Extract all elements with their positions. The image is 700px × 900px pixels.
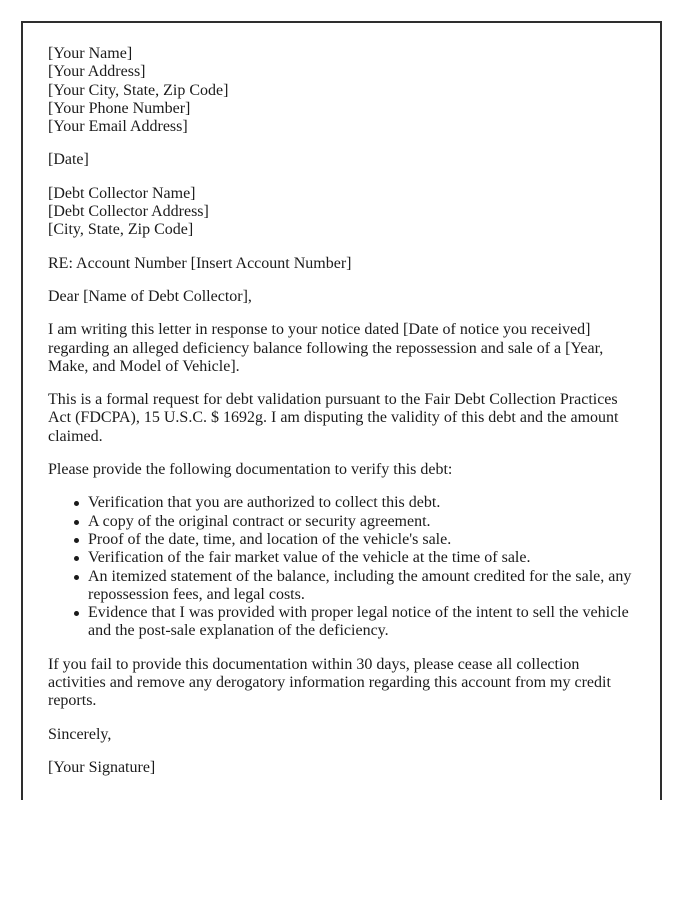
paragraph-line: claimed. bbox=[48, 427, 103, 445]
date-block bbox=[48, 151, 652, 169]
signature-line: [Your Signature] bbox=[48, 758, 156, 776]
list-item-line: Evidence that I was provided with proper legal notice of the intent to sell the vehicle bbox=[88, 604, 629, 622]
bullet-icon bbox=[74, 520, 79, 525]
list-item bbox=[88, 513, 652, 531]
subject-line: RE: Account Number [Insert Account Number] bbox=[48, 254, 352, 272]
list-item-line: Proof of the date, time, and location of the vehicle's sale. bbox=[88, 530, 452, 548]
bullet-icon bbox=[74, 538, 79, 543]
letter-page bbox=[21, 21, 662, 800]
letter-content bbox=[23, 23, 660, 777]
list-item bbox=[88, 494, 652, 512]
recipient-address-line: [Debt Collector Address] bbox=[48, 203, 209, 221]
recipient-city-line: [City, State, Zip Code] bbox=[48, 221, 194, 239]
sender-name-line: [Your Name] bbox=[48, 45, 133, 62]
paragraph-validation-request bbox=[48, 391, 652, 446]
sender-city-line: [Your City, State, Zip Code] bbox=[48, 81, 229, 99]
list-item-line: and the post-sale explanation of the deficiency. bbox=[88, 622, 389, 640]
bullet-icon bbox=[74, 575, 79, 580]
signoff-line: Sincerely, bbox=[48, 725, 112, 743]
salutation-block bbox=[48, 288, 652, 306]
paragraph-line: If you fail to provide this documentation within 30 days, please cease all collection bbox=[48, 655, 580, 673]
paragraph-line: Make, and Model of Vehicle]. bbox=[48, 357, 240, 375]
sender-phone-line: [Your Phone Number] bbox=[48, 99, 191, 117]
paragraph-intro bbox=[48, 321, 652, 376]
sender-email-line: [Your Email Address] bbox=[48, 118, 188, 136]
list-item-line: An itemized statement of the balance, including the amount credited for the sale, any bbox=[88, 567, 632, 585]
list-item bbox=[88, 604, 652, 641]
list-item-line: repossession fees, and legal costs. bbox=[88, 585, 305, 603]
paragraph-closing-demand bbox=[48, 656, 652, 711]
paragraph-line: activities and remove any derogatory information regarding this account from my credit bbox=[48, 674, 611, 692]
sender-address-block bbox=[48, 45, 652, 136]
list-item bbox=[88, 531, 652, 549]
list-item-line: Verification that you are authorized to collect this debt. bbox=[88, 494, 441, 512]
recipient-name-line: [Debt Collector Name] bbox=[48, 184, 196, 202]
paragraph-line: regarding an alleged deficiency balance following the repossession and sale of a [Year, bbox=[48, 339, 604, 357]
list-item bbox=[88, 549, 652, 567]
paragraph-line: Act (FDCPA), 15 U.S.C. $ 1692g. I am disputing the validity of this debt and the amount bbox=[48, 409, 619, 427]
salutation-line: Dear [Name of Debt Collector], bbox=[48, 287, 252, 305]
recipient-address-block bbox=[48, 185, 652, 240]
list-item bbox=[88, 568, 652, 605]
signature-block bbox=[48, 759, 652, 777]
sender-address-line: [Your Address] bbox=[48, 63, 146, 81]
bullet-icon bbox=[74, 501, 79, 506]
documentation-request-list bbox=[48, 494, 652, 640]
signoff-block bbox=[48, 726, 652, 744]
paragraph-line: reports. bbox=[48, 692, 97, 710]
bullet-icon bbox=[74, 556, 79, 561]
list-item-line: A copy of the original contract or security agreement. bbox=[88, 512, 431, 530]
bullet-icon bbox=[74, 611, 79, 616]
paragraph-line: This is a formal request for debt validation pursuant to the Fair Debt Collection Practices bbox=[48, 391, 618, 409]
subject-block bbox=[48, 255, 652, 273]
paragraph-documentation-lead-in bbox=[48, 461, 652, 479]
paragraph-line: Please provide the following documentation to verify this debt: bbox=[48, 461, 453, 479]
paragraph-line: I am writing this letter in response to your notice dated [Date of notice you received] bbox=[48, 321, 591, 339]
list-item-line: Verification of the fair market value of the vehicle at the time of sale. bbox=[88, 549, 531, 567]
date-line: [Date] bbox=[48, 151, 89, 169]
